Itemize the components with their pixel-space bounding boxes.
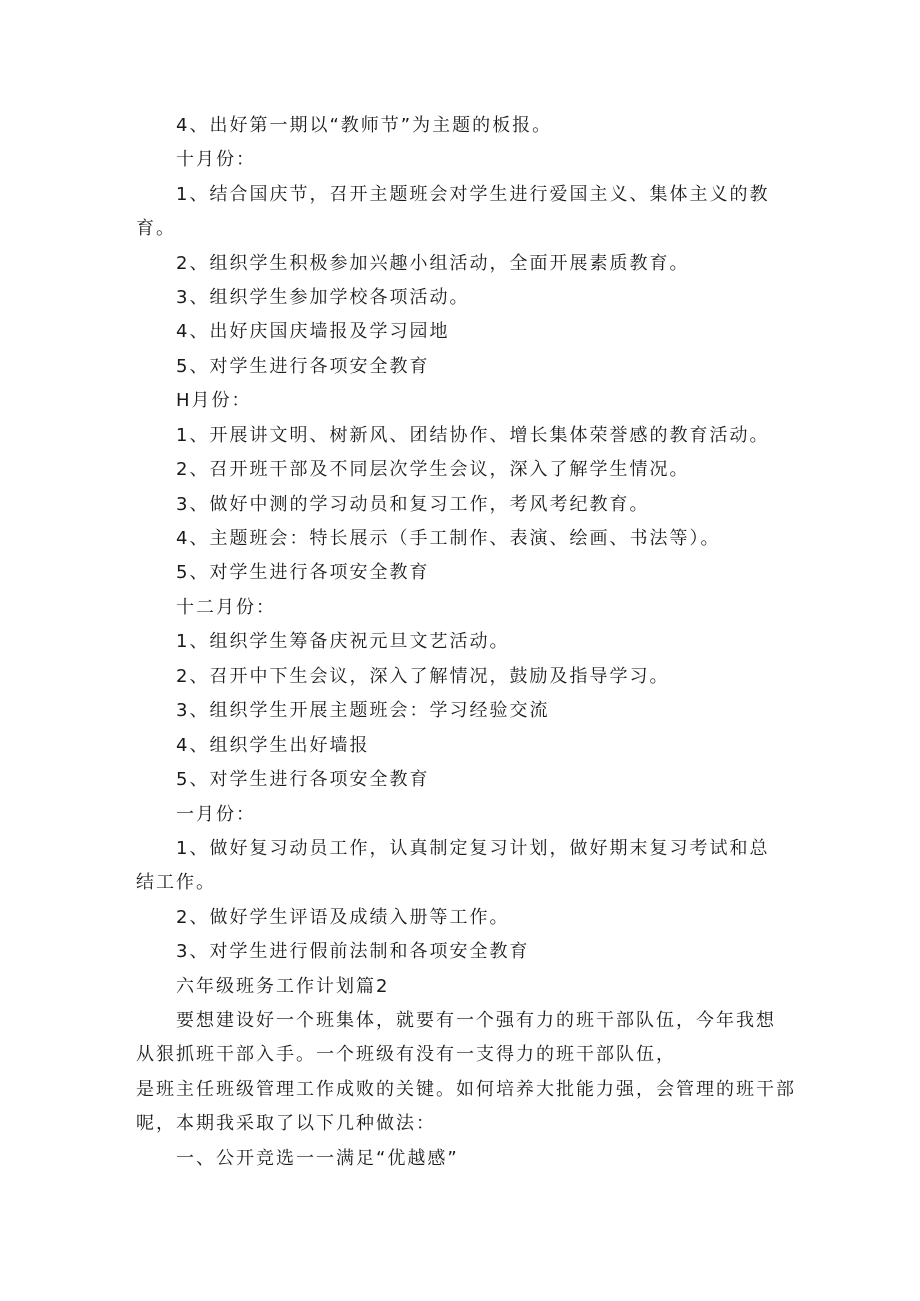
- text-line: 1、做好复习动员工作，认真制定复习计划，做好期末复习考试和总: [176, 838, 770, 859]
- text-line: 4、组织学生出好墙报: [176, 735, 370, 756]
- section-heading: H月份：: [176, 390, 252, 411]
- text-line: 4、主题班会：特长展示（手工制作、表演、绘画、书法等）。: [176, 528, 721, 549]
- text-line: 结工作。: [136, 872, 216, 893]
- text-line: 5、对学生进行各项安全教育: [176, 769, 430, 790]
- text-line: 4、出好第一期以“教师节”为主题的板报。: [176, 115, 553, 136]
- text-line: 5、对学生进行各项安全教育: [176, 356, 430, 377]
- paragraph-line: 是班主任班级管理工作成败的关键。如何培养大批能力强，会管理的班干部: [136, 1079, 796, 1100]
- text-line: 1、组织学生筹备庆祝元旦文艺活动。: [176, 631, 510, 652]
- text-line: 2、召开班干部及不同层次学生会议，深入了解学生情况。: [176, 459, 690, 480]
- text-line: 3、组织学生参加学校各项活动。: [176, 287, 470, 308]
- section-title: 六年级班务工作计划篇2: [176, 976, 390, 997]
- paragraph-line: 呢，本期我采取了以下几种做法：: [136, 1113, 436, 1134]
- text-line: 4、出好庆国庆墙报及学习园地: [176, 321, 450, 342]
- section-heading: 十二月份：: [176, 597, 276, 618]
- text-line: 1、开展讲文明、树新风、团结协作、增长集体荣誉感的教育活动。: [176, 425, 770, 446]
- text-line: 1、结合国庆节，召开主题班会对学生进行爱国主义、集体主义的教: [176, 184, 770, 205]
- section-heading: 十月份：: [176, 149, 256, 170]
- text-line: 2、组织学生积极参加兴趣小组活动，全面开展素质教育。: [176, 253, 690, 274]
- paragraph-line: 从狠抓班干部入手。一个班级有没有一支得力的班干部队伍，: [136, 1044, 676, 1065]
- text-line: 3、做好中测的学习动员和复习工作，考风考纪教育。: [176, 494, 650, 515]
- text-line: 2、做好学生评语及成绩入册等工作。: [176, 907, 510, 928]
- paragraph-line: 要想建设好一个班集体，就要有一个强有力的班干部队伍，今年我想: [176, 1010, 776, 1031]
- text-line: 3、组织学生开展主题班会：学习经验交流: [176, 700, 550, 721]
- text-line: 3、对学生进行假前法制和各项安全教育: [176, 941, 530, 962]
- text-line: 5、对学生进行各项安全教育: [176, 562, 430, 583]
- text-line: 育。: [136, 218, 176, 239]
- text-line: 2、召开中下生会议，深入了解情况，鼓励及指导学习。: [176, 666, 670, 687]
- subsection-heading: 一、公开竞选一一满足“优越感”: [176, 1148, 459, 1169]
- section-heading: 一月份：: [176, 804, 256, 825]
